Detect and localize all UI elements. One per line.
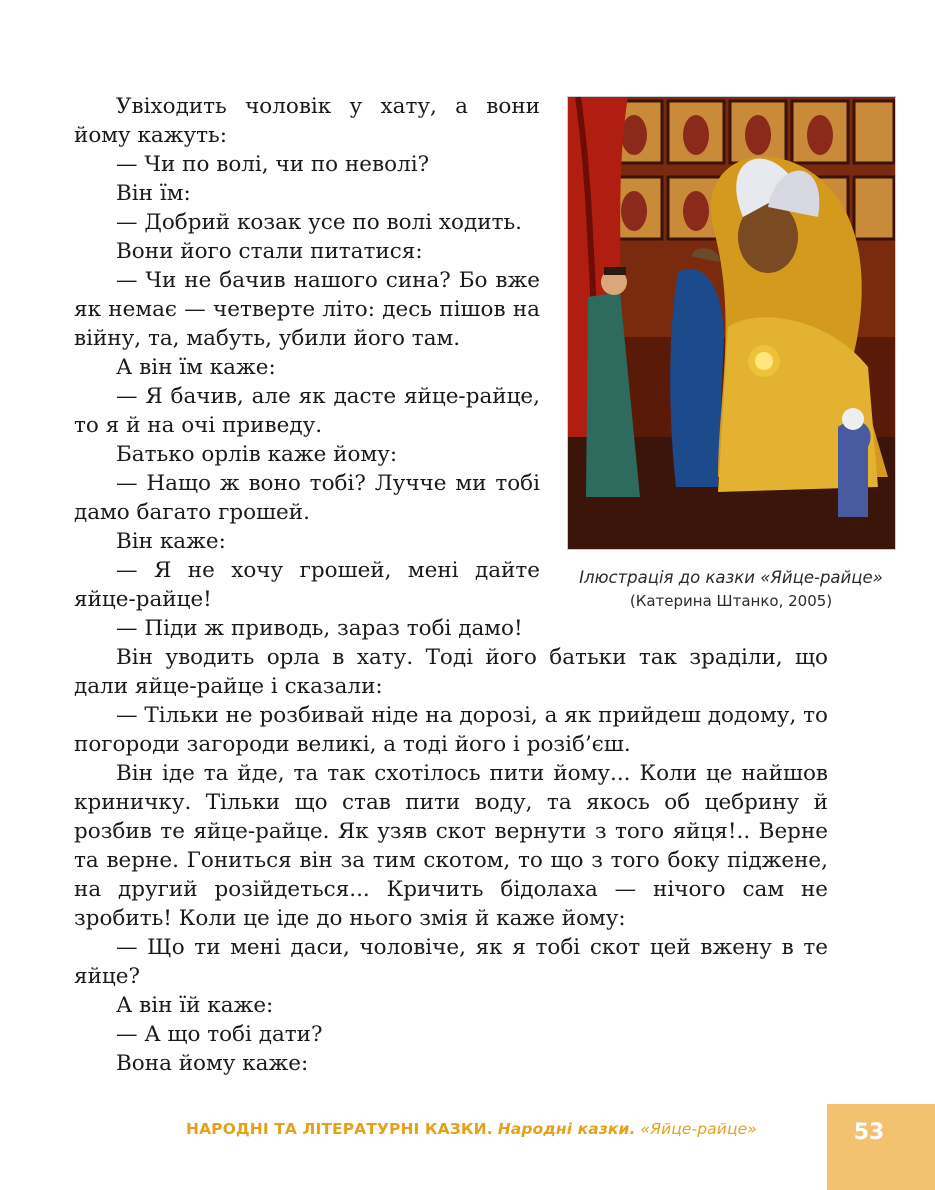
footer-section: НАРОДНІ ТА ЛІТЕРАТУРНІ КАЗКИ. <box>186 1120 493 1138</box>
text-column-narrow <box>74 92 540 643</box>
paragraph: Він їм: <box>116 181 191 206</box>
paragraph: Батько орлів каже йому: <box>116 442 398 467</box>
paragraph: — Я бачив, але як дасте яйце-райце, то я й на очі приведу. <box>74 384 540 438</box>
paragraph: — Добрий козак усе по волі ходить. <box>116 210 523 235</box>
paragraph: Увіходить чоловік у хату, а вони йому кажуть: <box>74 94 540 148</box>
paragraph: А він їм каже: <box>116 355 276 380</box>
fairy-tale-illustration <box>567 96 896 550</box>
paragraph: — Нащо ж воно тобі? Лучче ми тобі дамо багато грошей. <box>74 471 540 525</box>
paragraph: Він уводить орла в хату. Тоді його батьки так зраділи, що дали яйце-райце і сказали: <box>74 645 828 699</box>
paragraph: Він каже: <box>116 529 226 554</box>
paragraph: А він їй каже: <box>116 993 274 1018</box>
paragraph: — Тільки не розбивай ніде на дорозі, а як прийдеш додому, то погороди загороди великі, а тоді його і розіб’єш. <box>74 703 828 757</box>
text-column-wide <box>74 643 828 1078</box>
paragraph: — Що ти мені даси, чоловіче, як я тобі скот цей вжену в те яйце? <box>74 935 828 989</box>
footer-title: «Яйце-райце» <box>640 1120 757 1138</box>
footer-subsection: Народні казки. <box>497 1120 636 1138</box>
paragraph: — А що тобі дати? <box>116 1022 323 1047</box>
paragraph: Він іде та йде, та так схотілось пити йому... Коли це найшов криничку. Тільки що став пити воду, та якось об цебрину й розбив те яйце-райце. Як узяв скот вернути з того яйця!.. Верне та верне. Гониться він за тим скотом, то що з того боку піджене, на другий розійдеться... Кричить бідолаха — нічого сам не зробить! Коли це іде до нього змія й каже йому: <box>74 761 828 931</box>
caption-credit: (Катерина Штанко, 2005) <box>629 592 833 610</box>
paragraph: Вони його стали питатися: <box>116 239 423 264</box>
paragraph: — Чи не бачив нашого сина? Бо вже як немає — четверте літо: десь пішов на війну, та, мабуть, убили його там. <box>74 268 540 351</box>
paragraph: Вона йому каже: <box>116 1051 309 1076</box>
running-footer <box>186 1120 757 1138</box>
caption-title: Ілюстрація до казки «Яйце-райце» <box>579 568 883 587</box>
paragraph: — Я не хочу грошей, мені дайте яйце-райце! <box>74 558 540 612</box>
illustration-caption <box>555 566 907 612</box>
paragraph: — Чи по волі, чи по неволі? <box>116 152 430 177</box>
page-number: 53 <box>853 1120 885 1145</box>
page-number-box <box>827 1104 935 1190</box>
paragraph: — Піди ж приводь, зараз тобі дамо! <box>116 616 523 641</box>
